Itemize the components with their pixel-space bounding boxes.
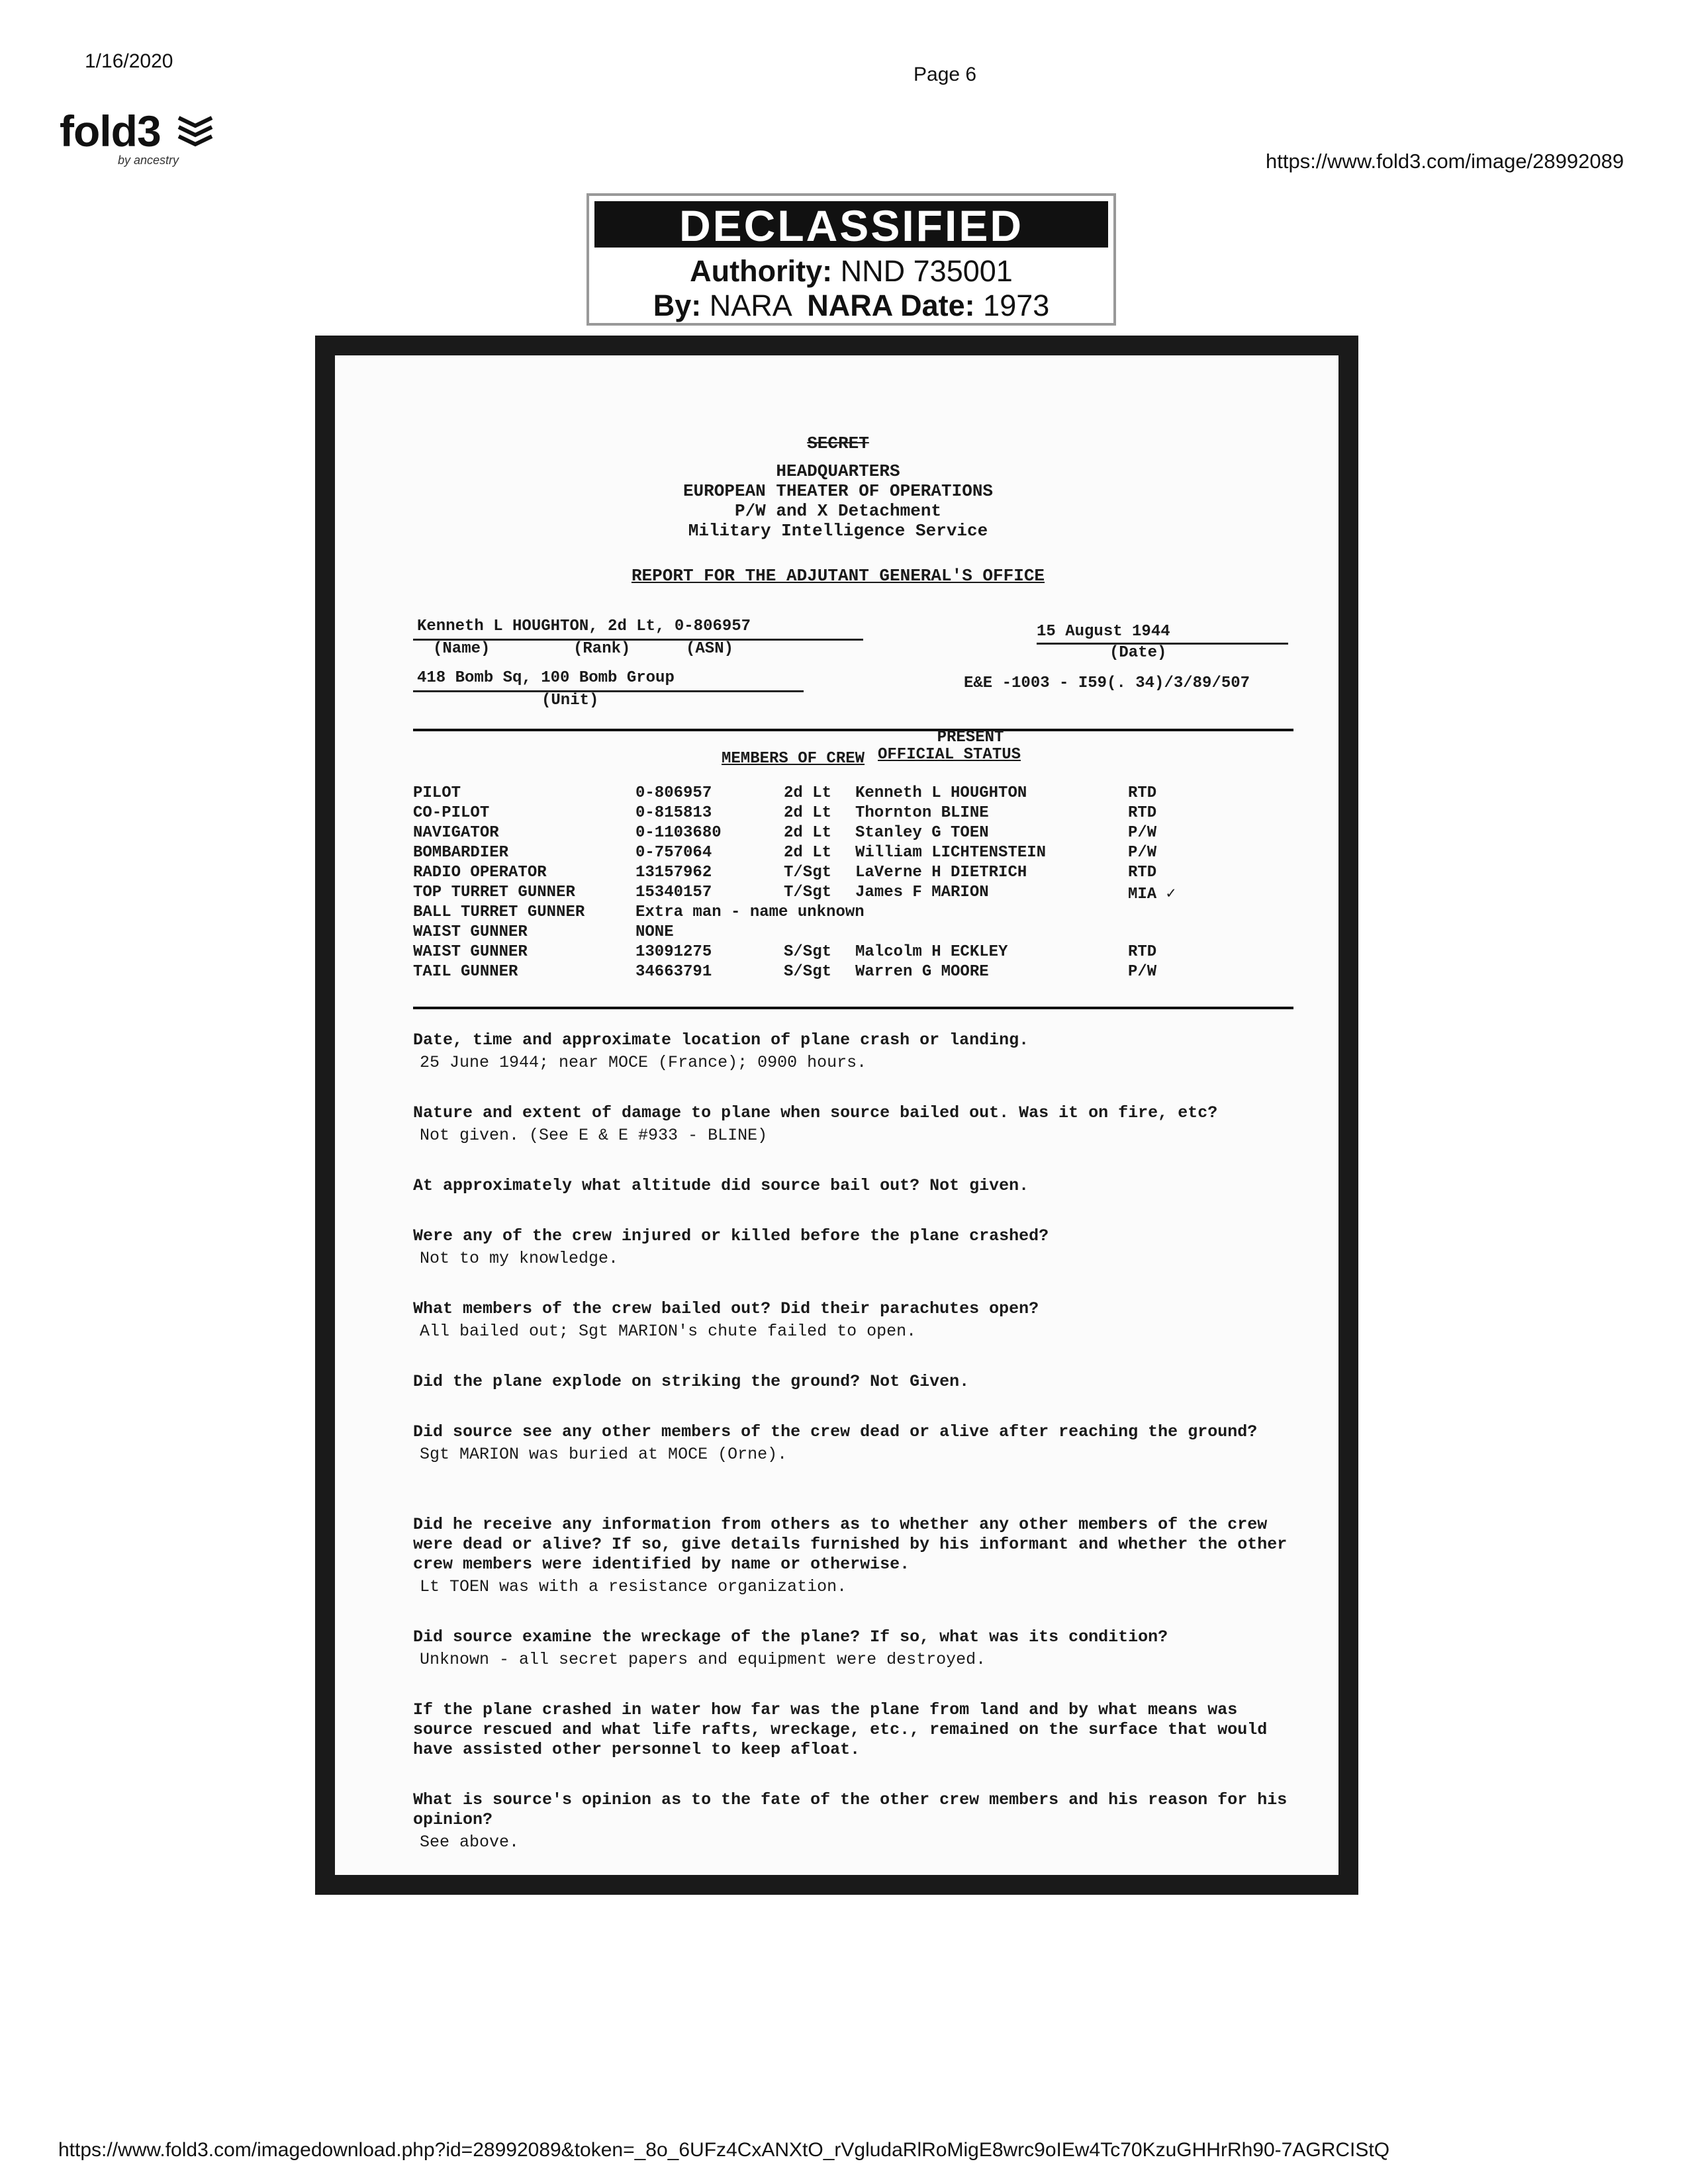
crew-serial: NONE xyxy=(635,923,674,941)
logo-wordmark: fold3 xyxy=(60,107,161,156)
crew-rank: 2d Lt xyxy=(784,804,832,822)
rank-label: (Rank) xyxy=(573,640,631,658)
crew-row xyxy=(413,884,1293,903)
question: Did the plane explode on striking the ground? Not Given. xyxy=(413,1372,970,1391)
crew-rank: T/Sgt xyxy=(784,864,832,882)
crew-serial: Extra man - name unknown xyxy=(635,903,865,921)
nara-date-value: 1973 xyxy=(983,289,1050,322)
qa-item xyxy=(413,1030,1300,1073)
crew-status: RTD xyxy=(1128,864,1157,882)
crew-serial: 0-806957 xyxy=(635,784,712,802)
answer: Not given. (See E & E #933 - BLINE) xyxy=(420,1126,768,1145)
crew-row xyxy=(413,923,1293,943)
name-line: Kenneth L HOUGHTON, 2d Lt, 0-806957 xyxy=(417,617,751,635)
crew-serial: 0-815813 xyxy=(635,804,712,822)
qa-item xyxy=(413,1700,1300,1762)
stacked-chevrons-icon xyxy=(176,114,214,148)
document-page xyxy=(335,355,1338,1875)
question: If the plane crashed in water how far was the plane from land and by what means was source rescued and what life rafts, wreckage, etc., remained on the surface that would have assisted other personnel to keep afloat. xyxy=(413,1700,1268,1759)
question: Did source examine the wreckage of the plane? If so, what was its condition? xyxy=(413,1627,1168,1647)
qa-item xyxy=(413,1422,1300,1465)
crew-position: WAIST GUNNER xyxy=(413,923,528,941)
crew-position: CO-PILOT xyxy=(413,804,490,822)
unit-line: 418 Bomb Sq, 100 Bomb Group xyxy=(417,669,675,687)
crew-serial: 13157962 xyxy=(635,864,712,882)
hq-line-1: HEADQUARTERS xyxy=(776,461,900,481)
crew-name: Stanley G TOEN xyxy=(855,824,989,842)
answer: See above. xyxy=(420,1833,520,1852)
crew-rank: 2d Lt xyxy=(784,784,832,802)
crew-name: Warren G MOORE xyxy=(855,963,989,981)
crew-name: LaVerne H DIETRICH xyxy=(855,864,1027,882)
stamp-by xyxy=(589,289,1113,323)
crew-row xyxy=(413,963,1293,983)
question: Date, time and approximate location of plane crash or landing. xyxy=(413,1030,1029,1050)
qa-item xyxy=(413,1176,1300,1199)
reference-line: E&E -1003 - I59(. 34)/3/89/507 xyxy=(964,674,1250,692)
crew-rank: 2d Lt xyxy=(784,844,832,862)
question: At approximately what altitude did source bail out? Not given. xyxy=(413,1176,1029,1195)
crew-status: P/W xyxy=(1128,844,1157,862)
crew-rank: S/Sgt xyxy=(784,943,832,961)
qa-item xyxy=(413,1515,1300,1597)
question: Did he receive any information from others as to whether any other members of the crew were dead or alive? If so, give details furnished by his informant and whether the other crew members were identified by name or otherwise. xyxy=(413,1515,1288,1574)
declassified-stamp xyxy=(586,193,1116,326)
crew-name: James F MARION xyxy=(855,884,989,901)
scanned-document xyxy=(315,336,1358,1895)
qa-item xyxy=(413,1627,1300,1670)
by-label: By: xyxy=(653,289,702,322)
date-label: (Date) xyxy=(1109,644,1167,662)
crew-rank: S/Sgt xyxy=(784,963,832,981)
authority-value: NND 735001 xyxy=(840,254,1013,288)
print-date: 1/16/2020 xyxy=(85,50,173,72)
crew-serial: 0-1103680 xyxy=(635,824,722,842)
name-label: (Name) xyxy=(433,640,491,658)
qa-item xyxy=(413,1372,1300,1394)
crew-position: TAIL GUNNER xyxy=(413,963,518,981)
crew-position: NAVIGATOR xyxy=(413,824,499,842)
crew-status: RTD xyxy=(1128,943,1157,961)
qa-item xyxy=(413,1299,1300,1342)
hq-line-3: P/W and X Detachment xyxy=(734,501,942,521)
hq-line-2: EUROPEAN THEATER OF OPERATIONS xyxy=(682,481,994,501)
crew-position: BOMBARDIER xyxy=(413,844,509,862)
answer: Unknown - all secret papers and equipment were destroyed. xyxy=(420,1650,986,1669)
page-number: Page 6 xyxy=(914,64,977,85)
page-url[interactable]: https://www.fold3.com/image/28992089 xyxy=(1266,150,1624,173)
crew-status: P/W xyxy=(1128,963,1157,981)
nara-date-label: NARA Date: xyxy=(807,289,975,322)
crew-row xyxy=(413,903,1293,923)
by-value: NARA xyxy=(709,289,791,322)
crew-position: RADIO OPERATOR xyxy=(413,864,547,882)
crew-rank: 2d Lt xyxy=(784,824,832,842)
crew-position: PILOT xyxy=(413,784,461,802)
report-title: REPORT FOR THE ADJUTANT GENERAL'S OFFICE xyxy=(631,566,1045,586)
answer: Sgt MARION was buried at MOCE (Orne). xyxy=(420,1445,788,1464)
logo-subtitle: by ancestry xyxy=(118,154,179,167)
crew-serial: 34663791 xyxy=(635,963,712,981)
crew-serial: 13091275 xyxy=(635,943,712,961)
crew-row xyxy=(413,943,1293,963)
crew-position: TOP TURRET GUNNER xyxy=(413,884,575,901)
authority-label: Authority: xyxy=(690,254,833,288)
answer: All bailed out; Sgt MARION's chute failed to open. xyxy=(420,1322,917,1341)
classification-mark: SECRET xyxy=(807,433,869,453)
question: What is source's opinion as to the fate of the other crew members and his reason for his opinion? xyxy=(413,1790,1288,1829)
question: Did source see any other members of the crew dead or alive after reaching the ground? xyxy=(413,1422,1258,1441)
qa-item xyxy=(413,1790,1300,1852)
question: Were any of the crew injured or killed before the plane crashed? xyxy=(413,1226,1049,1246)
qa-item xyxy=(413,1226,1300,1269)
crew-serial: 0-757064 xyxy=(635,844,712,862)
status-header-1: PRESENT xyxy=(937,729,1004,747)
footer-url[interactable]: https://www.fold3.com/imagedownload.php?id=28992089&token=_8o_6UFz4CxANXtO_rVgludaRlRoMigE8wrc9oIEw4Tc70KzuGHHrRh90-7AGRCIStQ xyxy=(58,2139,1390,2161)
stamp-title: DECLASSIFIED xyxy=(594,201,1108,248)
answer: Not to my knowledge. xyxy=(420,1249,619,1268)
crew-rank: T/Sgt xyxy=(784,884,832,901)
unit-label: (Unit) xyxy=(541,692,599,709)
question: What members of the crew bailed out? Did their parachutes open? xyxy=(413,1299,1039,1318)
crew-header: MEMBERS OF CREW xyxy=(722,750,865,768)
crew-name: William LICHTENSTEIN xyxy=(855,844,1047,862)
crew-row xyxy=(413,864,1293,884)
hq-line-4: Military Intelligence Service xyxy=(688,521,988,541)
answer: Lt TOEN was with a resistance organization. xyxy=(420,1577,847,1596)
crew-row xyxy=(413,784,1293,804)
crew-status: RTD xyxy=(1128,784,1157,802)
crew-row xyxy=(413,824,1293,844)
stamp-authority xyxy=(589,254,1113,289)
question: Nature and extent of damage to plane when source bailed out. Was it on fire, etc? xyxy=(413,1103,1218,1122)
crew-row xyxy=(413,804,1293,824)
crew-name: Thornton BLINE xyxy=(855,804,989,822)
crew-status: RTD xyxy=(1128,804,1157,822)
crew-row xyxy=(413,844,1293,864)
crew-status: P/W xyxy=(1128,824,1157,842)
status-header-2: OFFICIAL STATUS xyxy=(878,746,1021,764)
answer: 25 June 1944; near MOCE (France); 0900 hours. xyxy=(420,1053,867,1072)
fold3-logo[interactable] xyxy=(60,106,218,172)
crew-name: Malcolm H ECKLEY xyxy=(855,943,1008,961)
qa-item xyxy=(413,1103,1300,1146)
crew-position: WAIST GUNNER xyxy=(413,943,528,961)
crew-position: BALL TURRET GUNNER xyxy=(413,903,585,921)
crew-status: MIA ✓ xyxy=(1128,886,1176,903)
date-line: 15 August 1944 xyxy=(1037,623,1170,641)
crew-name: Kenneth L HOUGHTON xyxy=(855,784,1027,802)
asn-label: (ASN) xyxy=(686,640,734,658)
crew-serial: 15340157 xyxy=(635,884,712,901)
